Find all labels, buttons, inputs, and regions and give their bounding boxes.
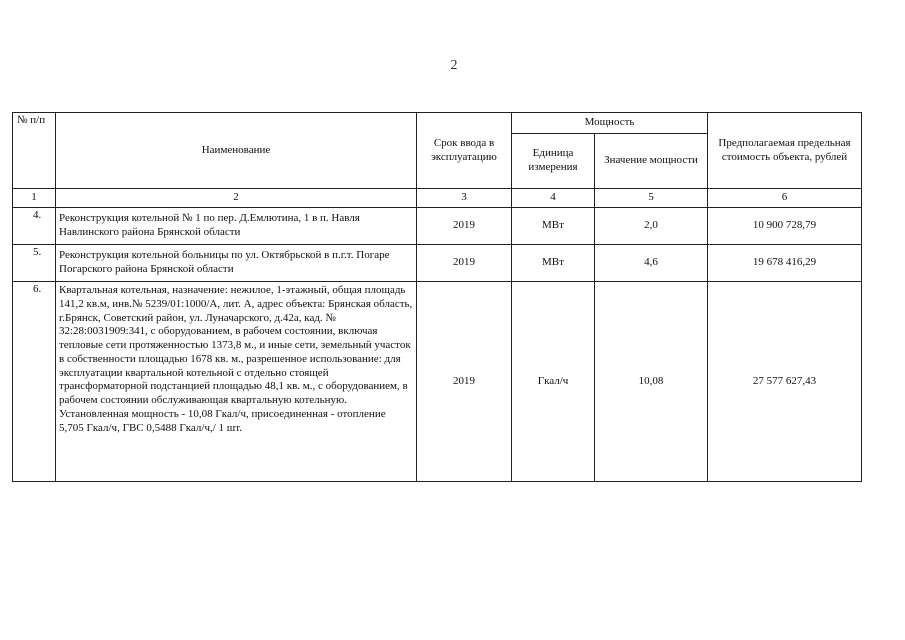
row-number: 4. (13, 208, 56, 245)
row-number: 5. (13, 245, 56, 282)
row-value: 2,0 (595, 208, 708, 245)
header-num: № п/п (13, 113, 56, 189)
header-value: Значение мощности (595, 134, 708, 189)
row-name: Реконструкция котельной больницы по ул. Октябрьской в п.г.т. Погаре Погарского района Брянской области (56, 245, 417, 282)
row-unit: МВт (512, 208, 595, 245)
row-value: 10,08 (595, 282, 708, 482)
table-row (13, 282, 862, 482)
header-unit: Единица измерения (512, 134, 595, 189)
row-unit: МВт (512, 245, 595, 282)
row-name: Реконструкция котельной № 1 по пер. Д.Емлютина, 1 в п. Навля Навлинского района Брянской области (56, 208, 417, 245)
column-index: 6 (708, 189, 862, 208)
table-row (13, 245, 862, 282)
row-year: 2019 (417, 245, 512, 282)
column-index: 1 (13, 189, 56, 208)
column-index: 4 (512, 189, 595, 208)
column-index: 3 (417, 189, 512, 208)
column-index: 2 (56, 189, 417, 208)
row-year: 2019 (417, 208, 512, 245)
row-value: 4,6 (595, 245, 708, 282)
investment-table (12, 112, 862, 482)
row-cost: 27 577 627,43 (708, 282, 862, 482)
header-term: Срок ввода в эксплуатацию (417, 113, 512, 189)
row-number: 6. (13, 282, 56, 482)
header-cost: Предполагаемая предельная стоимость объекта, рублей (708, 113, 862, 189)
row-year: 2019 (417, 282, 512, 482)
row-name: Квартальная котельная, назначение: нежилое, 1-этажный, общая площадь 141,2 кв.м, инв.№ 5239/01:1000/А, лит. А, адрес объекта: Брянская область, г.Брянск, Советский район, ул. Луначарского, д.42а, кад. № 32:28:0031909:341, с оборудованием, в рабочем состоянии, включая тепловые сети протяженностью 1373,8 м., и иные сети, земельный участок в собственности площадью 1678 кв. м., разрешенное использование: для эксплуатации квартальной котельной с отдельно стоящей трансформаторной подстанцией площадью 48,1 кв. м., с оборудованием, в рабочем состоянии обслуживающая квартальную котельную. Установленная мощность - 10,08 Гкал/ч, присоединенная - отопление 5,705 Гкал/ч, ГВС 0,5488 Гкал/ч,/ 1 шт. (56, 282, 417, 482)
page-number: 2 (450, 58, 458, 73)
row-unit: Гкал/ч (512, 282, 595, 482)
row-cost: 10 900 728,79 (708, 208, 862, 245)
header-name: Наименование (56, 113, 417, 189)
header-power: Мощность (512, 113, 708, 134)
table-row (13, 208, 862, 245)
row-cost: 19 678 416,29 (708, 245, 862, 282)
column-index-row (13, 189, 862, 208)
column-index: 5 (595, 189, 708, 208)
